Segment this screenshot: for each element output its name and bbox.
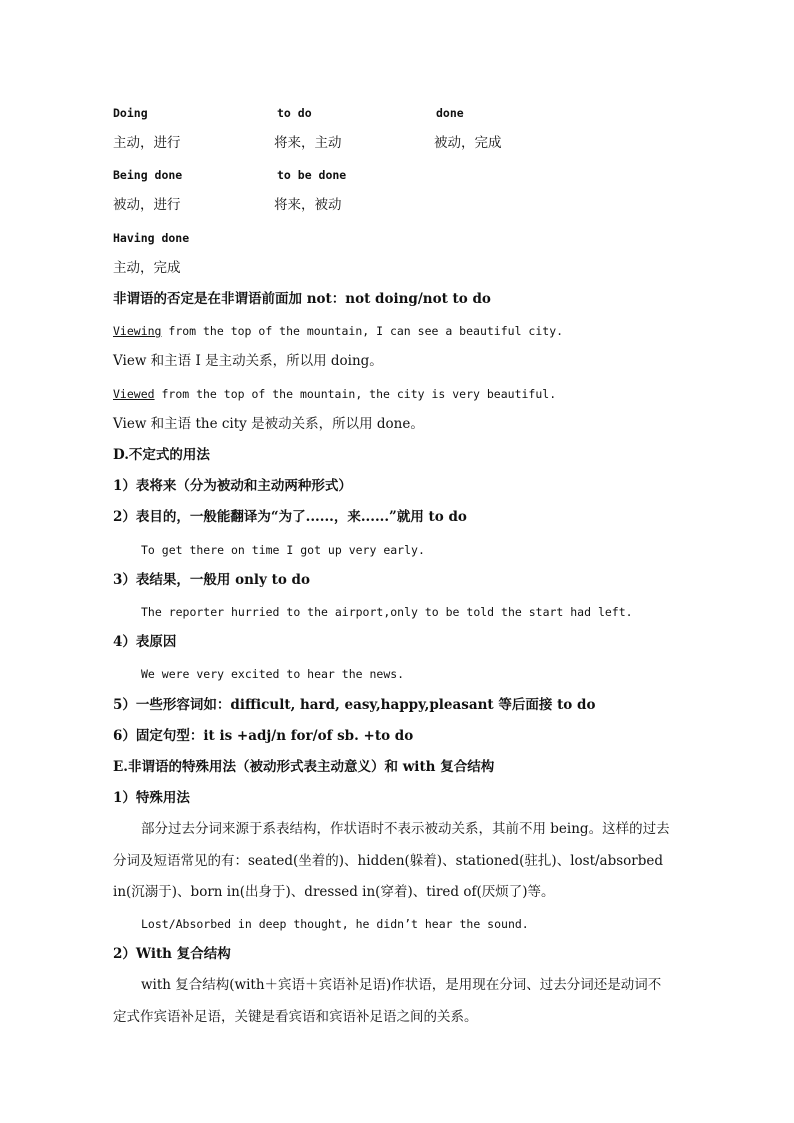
done-meaning: 被动，完成 (434, 135, 502, 151)
viewing-word: Viewing (113, 324, 162, 338)
being-done-label: Being done (113, 168, 183, 182)
d3-example: The reporter hurried to the airport,only to be told the start had left. (141, 605, 633, 619)
viewed-rest: from the top of the mountain, the city is very beautiful. (154, 387, 557, 401)
negation-rule: 非谓语的否定是在非谓语前面加 not：not doing/not to do (113, 291, 491, 307)
to-do-label: to do (277, 106, 312, 120)
example-viewed (113, 385, 556, 403)
e2-item: 2）With 复合结构 (113, 946, 231, 962)
d4-example: We were very excited to hear the news. (141, 667, 405, 681)
section-d-heading: D.不定式的用法 (113, 447, 210, 463)
e1-paragraph-line-3: in(沉溺于)、born in(出身于)、dressed in(穿着)、tired of(厌烦了)等。 (113, 884, 555, 900)
e1-paragraph-line-1: 部分过去分词来源于系表结构，作状语时不表示被动关系，其前不用 being。这样的过去 (141, 821, 670, 837)
to-be-done-meaning: 将来，被动 (274, 197, 342, 213)
to-do-meaning: 将来，主动 (274, 135, 342, 151)
example-viewed-note: View 和主语 the city 是被动关系，所以用 done。 (113, 416, 424, 432)
d6-item: 6）固定句型：it is +adj/n for/of sb. +to do (113, 728, 414, 744)
viewing-rest: from the top of the mountain, I can see a beautiful city. (161, 324, 564, 338)
d3-item: 3）表结果，一般用 only to do (113, 572, 310, 588)
example-viewing-note: View 和主语 I 是主动关系，所以用 doing。 (113, 353, 383, 369)
having-done-meaning: 主动，完成 (113, 260, 181, 276)
having-done-label: Having done (113, 231, 190, 245)
doing-meaning: 主动，进行 (113, 135, 181, 151)
to-be-done-label: to be done (277, 168, 347, 182)
d4-item: 4）表原因 (113, 634, 177, 650)
d5-item: 5）一些形容词如：difficult, hard, easy,happy,pleasant 等后面接 to do (113, 697, 596, 713)
e2-paragraph-line-1: with 复合结构(with＋宾语＋宾语补足语)作状语，是用现在分词、过去分词还是动词不 (141, 977, 662, 993)
section-e-heading: E.非谓语的特殊用法（被动形式表主动意义）和 with 复合结构 (113, 759, 495, 775)
d1-item: 1）表将来（分为被动和主动两种形式） (113, 478, 352, 494)
d2-item: 2）表目的，一般能翻译为“为了......，来......”就用 to do (113, 509, 467, 525)
e1-example: Lost/Absorbed in deep thought, he didn’t hear the sound. (141, 917, 529, 931)
example-viewing (113, 322, 563, 340)
e2-paragraph-line-2: 定式作宾语补足语，关键是看宾语和宾语补足语之间的关系。 (113, 1009, 478, 1025)
e1-paragraph-line-2: 分词及短语常见的有：seated(坐着的)、hidden(躲着)、stationed(驻扎)、lost/absorbed (113, 853, 664, 869)
viewed-word: Viewed (113, 387, 155, 401)
e1-item: 1）特殊用法 (113, 790, 190, 806)
doing-label: Doing (113, 106, 148, 120)
being-done-meaning: 被动，进行 (113, 197, 181, 213)
d2-example: To get there on time I got up very early. (141, 543, 425, 557)
done-label: done (436, 106, 464, 120)
